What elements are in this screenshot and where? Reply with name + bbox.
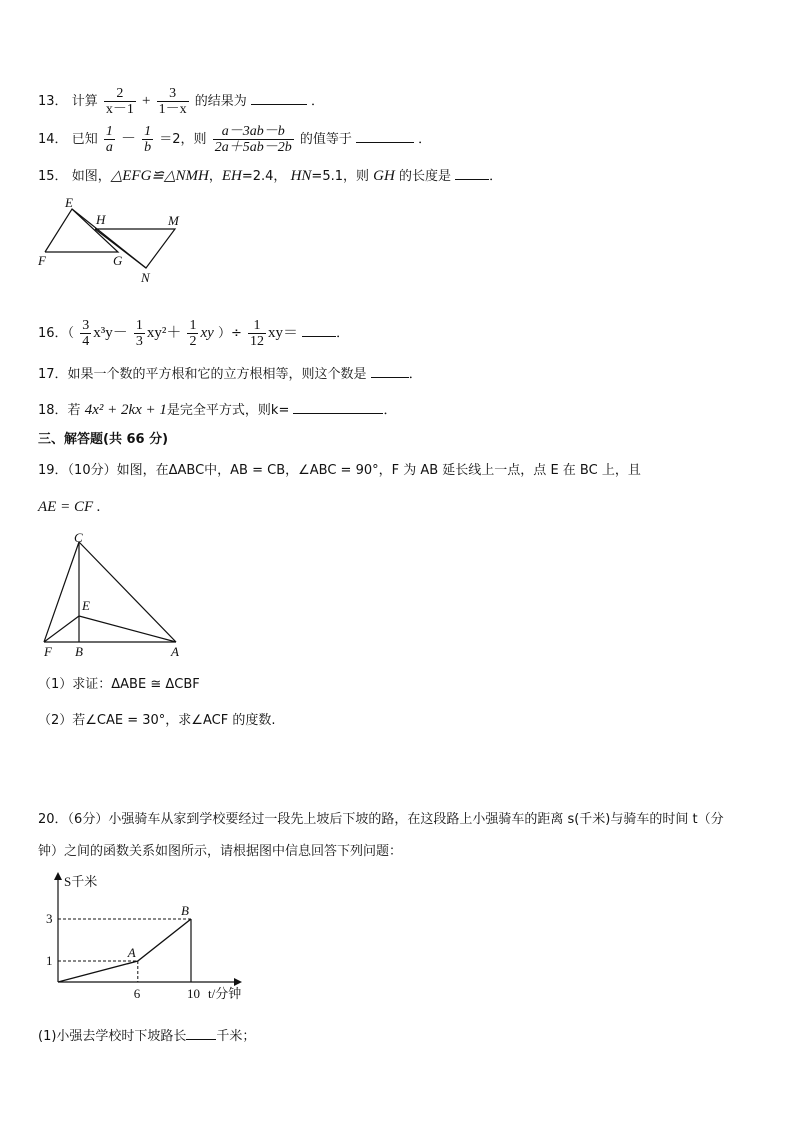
q14-answer-blank[interactable] [356, 129, 414, 143]
triangle-nmh [95, 229, 175, 268]
q13-fraction-1: $\frac{2}{x-1}$ [105, 86, 134, 117]
x-tick-label: 6 [133, 986, 141, 1001]
y-tick-label: 1 [46, 953, 53, 968]
q13-answer-blank[interactable] [251, 91, 307, 105]
q14-fraction-1: $\frac{1}{a}$ [105, 124, 113, 155]
q15-figure [36, 195, 196, 290]
q18-number: 18． [38, 403, 68, 418]
label-g: G [113, 253, 123, 268]
q16-number: 16． [38, 326, 68, 341]
q14-fraction-2: $\frac{1}{b}$ [144, 124, 152, 155]
q20-line-2: 钟）之间的函数关系如图所示，请根据图中信息回答下列问题： [38, 844, 403, 859]
q20-answer-blank[interactable] [186, 1026, 216, 1040]
y-axis-label: S千米 [64, 874, 98, 889]
q14-number: 14． [38, 132, 68, 147]
label-f: F [44, 644, 52, 659]
q20-part-1: (1)小强去学校时下坡路长 千米； [38, 1026, 255, 1046]
q19-part-1: （1）求证：ΔABE ≅ ΔCBF [38, 677, 200, 692]
y-axis-arrow [54, 872, 62, 880]
question-13: 13． 计算 $\frac{2}{x-1}$ + $\frac{3}{1-x}$ 的结果为 ． [38, 86, 325, 117]
x-axis-label: t/分钟 [208, 986, 242, 1001]
label-a: A [171, 644, 179, 659]
series-line [58, 919, 191, 982]
q18-answer-blank[interactable] [293, 400, 383, 414]
question-20: 20．（6分）小强骑车从家到学校要经过一段先上坡后下坡的路，在这段路上小强骑车的距离 s(千米)与骑车的时间 t（分 [38, 812, 724, 827]
q15-number: 15． [38, 169, 68, 184]
q17-number: 17． [38, 367, 68, 382]
label-h: H [96, 212, 106, 227]
label-n: N [141, 270, 150, 285]
label-m: M [168, 213, 179, 228]
point-label-b: B [181, 903, 189, 918]
label-c: C [74, 530, 83, 545]
q20-chart [38, 868, 258, 1008]
question-14: 14． 已知 $\frac{1}{a}$ － $\frac{1}{b}$ ＝2，则 $\frac{a-3ab-b}{2a+5ab-2b}$ 的值等于 ． [38, 124, 432, 155]
q19-condition: AE = CF . [38, 499, 101, 515]
q17-answer-blank[interactable] [371, 364, 409, 378]
q20-number: 20． [38, 812, 68, 827]
q13-suffix: 的结果为 [194, 94, 247, 109]
x-tick-label: 10 [187, 986, 200, 1001]
q18-expression: 4x² + 2kx + 1 [84, 402, 167, 418]
question-19: 19．（10分）如图，在ΔABC中，AB = CB，∠ABC = 90°，F 为 AB 延长线上一点，点 E 在 BC 上，且 [38, 463, 641, 478]
q15-answer-blank[interactable] [455, 166, 489, 180]
question-15: 15． 如图，△EFG≌△NMH，EH=2.4， HN=5.1，则 GH 的长度是 ． [38, 168, 503, 184]
point-label-a: A [127, 945, 136, 960]
label-f: F [38, 253, 46, 268]
label-e: E [82, 598, 90, 613]
y-tick-label: 3 [46, 911, 53, 926]
label-b: B [75, 644, 83, 659]
q14-fraction-3: $\frac{a-3ab-b}{2a+5ab-2b}$ [214, 124, 292, 155]
q13-prefix: 计算 [71, 94, 98, 109]
section-heading: 三、解答题(共 66 分) [38, 432, 169, 447]
question-18: 18．若 4x² + 2kx + 1是完全平方式，则k= ． [38, 402, 397, 418]
q13-fraction-2: $\frac{3}{1-x}$ [158, 86, 187, 117]
q19-number: 19． [38, 463, 68, 478]
q19-figure [38, 530, 188, 660]
q16-answer-blank[interactable] [302, 323, 336, 337]
label-e: E [65, 195, 73, 210]
question-16: 16．（ $\frac{3}{4}$ x³y－ $\frac{1}{3}$ xy²＋ $\frac{1}{2}$ xy ）÷ $\frac{1}{12}$ xy＝ ． [38, 318, 350, 349]
x-axis-arrow [234, 978, 242, 986]
q19-part-2: （2）若∠CAE = 30°，求∠ACF 的度数. [38, 713, 276, 728]
triangle-efg [45, 209, 118, 252]
question-17: 17．如果一个数的平方根和它的立方根相等，则这个数是 ． [38, 364, 422, 384]
q13-number: 13． [38, 94, 68, 109]
